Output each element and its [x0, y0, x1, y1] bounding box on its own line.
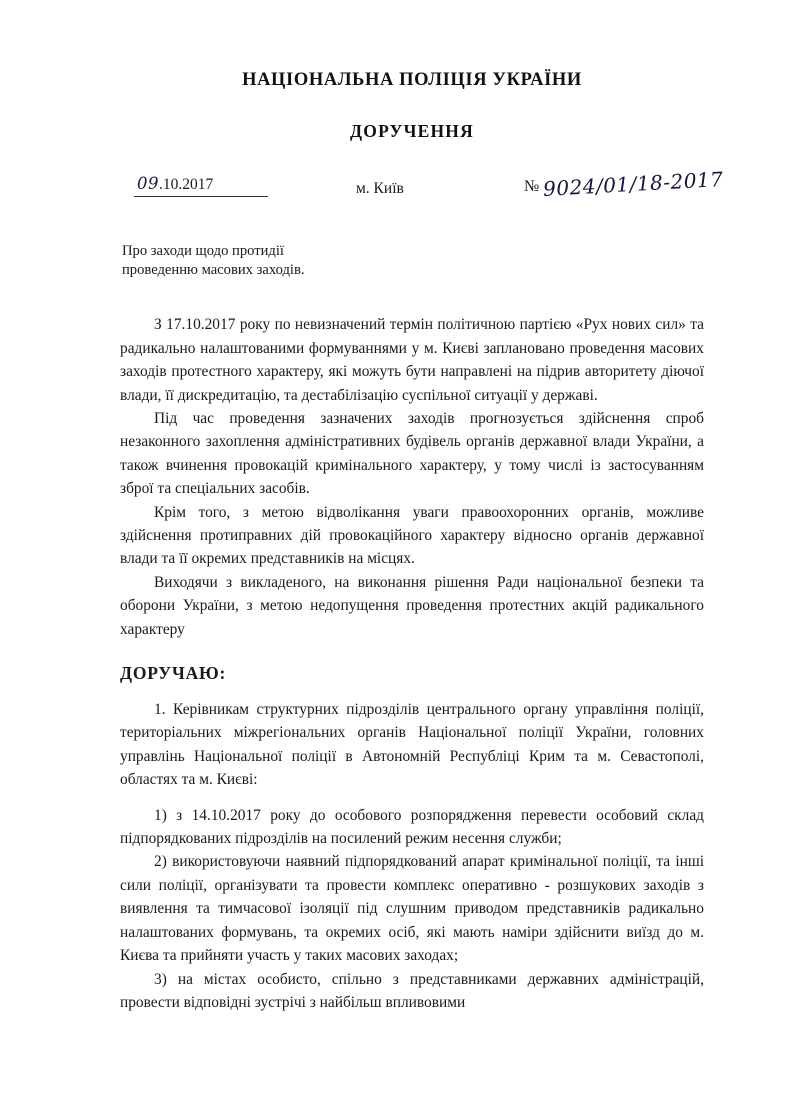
document-type-heading: ДОРУЧЕННЯ: [350, 121, 474, 141]
body-paragraph: Під час проведення зазначених заходів прогнозується здійснення спроб незаконного захоплення адміністративних будівель органів державної влади України, а також вчинення провокацій кримінального характеру, у тому числі із застосуванням зброї та спеціальних засобів.: [120, 409, 704, 498]
order-subitem: 1) з 14.10.2017 року до особового розпорядження перевести особовий склад підпорядкованих підрозділів на посилений режим несення служби;: [120, 806, 704, 848]
document-number-label: №: [524, 178, 540, 195]
document-date-handwritten: 09: [137, 174, 159, 193]
order-item: 1. Керівникам структурних підрозділів центрального органу управління поліції, територіальних міжрегіональних органів Національної поліції України, головних управлінь Національної поліції в Автономній Республіці Крим та м. Севастополі, областях та м. Києві:: [120, 701, 704, 789]
order-subitem: 3) на містах особисто, спільно з представниками державних адміністрацій, провести відповідні зустрічі з найбільш впливовими: [120, 970, 704, 1011]
body-paragraph: Крім того, з метою відволікання уваги правоохоронних органів, можливе здійснення протиправних дій провокаційного характеру відносно органів державної влади та її окремих представників на місцях.: [120, 503, 704, 568]
body-paragraph: З 17.10.2017 року по невизначений термін політичною партією «Рух нових сил» та радикально налаштованими формуваннями у м. Києві заплановано проведення масових заходів протестного характеру, які можуть бути направлені на підрив авторитету діючої влади, її дискредитацію, та дестабілізацію суспільної ситуації у державі.: [120, 316, 704, 404]
subject-line-1: Про заходи щодо протидії: [122, 243, 284, 259]
subject-line-2: проведенню масових заходів.: [122, 261, 305, 278]
document-number: [524, 166, 725, 202]
document-meta-row: [120, 166, 725, 212]
document-subject: [122, 242, 422, 279]
document-city: м. Київ: [356, 180, 404, 197]
document-date: [134, 174, 268, 197]
body-paragraph: Виходячи з викладеного, на виконання рішення Ради національної безпеки та оборони України, з метою недопущення проведення протестних акцій радикального характеру: [120, 573, 704, 638]
document-body: [120, 313, 704, 1014]
document-number-handwritten: 9024/01/18-2017: [542, 166, 725, 202]
document-date-underline: [134, 174, 268, 197]
organization-title: НАЦІОНАЛЬНА ПОЛІЦІЯ УКРАЇНИ: [242, 70, 582, 90]
order-subitem-list: [120, 804, 704, 1015]
order-heading: ДОРУЧАЮ:: [120, 663, 227, 684]
order-subitem: 2) використовуючи наявний підпорядкований апарат кримінальної поліції, та інші сили поліції, організувати та провести комплекс оперативно - розшукових заходів з виявлення та тимчасової ізоляції під слушним приводом представників радикально налаштованих формувань, та окремих осіб, які мають наміри здійснити виїзд до м. Києва та прийняти участь у таких масових заходах;: [120, 853, 704, 965]
document-date-printed: .10.2017: [159, 176, 214, 193]
list-spacer: [120, 792, 704, 804]
